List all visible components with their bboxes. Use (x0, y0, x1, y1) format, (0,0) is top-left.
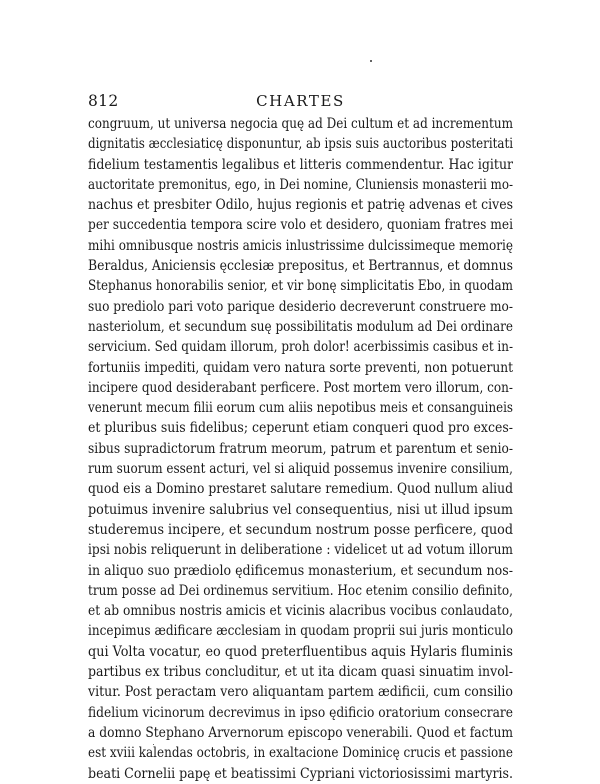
text-line: quod eis a Domino prestaret salutare remedium. Quod nullum aliud (88, 481, 513, 498)
text-line: sibus supradictorum fratrum meorum, patrum et parentum et senio- (88, 440, 513, 457)
text-line: vitur. Post peractam vero aliquantam partem ædificii, cum consilio (88, 684, 513, 701)
text-line: ipsi nobis reliquerunt in deliberatione : videlicet ut ad votum illorum (88, 542, 513, 559)
text-line: nasteriolum, et secundum suę possibilitatis modulum ad Dei ordinare (88, 318, 513, 335)
text-line: incipere quod desiderabant perficere. Post mortem vero illorum, con- (88, 379, 513, 396)
text-line: venerunt mecum filii eorum cum aliis nepotibus meis et consanguineis (88, 400, 513, 417)
text-line: partibus ex tribus concluditur, et ut ita dicam quasi sinuatim invol- (88, 664, 513, 681)
text-line: incepimus ædificare æcclesiam in quodam proprii sui juris monticulo (88, 623, 513, 640)
text-line: studeremus incipere, et secundum nostrum posse perficere, quod (88, 521, 513, 538)
text-line: trum posse ad Dei ordinemus servitium. Hoc etenim consilio definito, (88, 582, 513, 599)
text-line: fidelium testamentis legalibus et litteris commendentur. Hac igitur (88, 156, 513, 173)
text-line: rum suorum essent acturi, vel si aliquid possemus invenire consilium, (88, 461, 513, 478)
text-line: suo prediolo pari voto parique desiderio decreverunt construere mo- (88, 298, 513, 315)
text-line: est xviii kalendas octobris, in exaltacione Dominicę crucis et passione (88, 745, 513, 762)
text-line: Beraldus, Aniciensis ęcclesiæ prepositus, et Bertrannus, et domnus (88, 258, 513, 275)
text-line: servicium. Sed quidam illorum, proh dolor! acerbissimis casibus et in- (88, 339, 513, 356)
running-head: CHARTES (256, 92, 345, 110)
text-line: fidelium vicinorum decrevimus in ipso ędificio oratorium consecrare (88, 704, 513, 721)
text-line: per succedentia tempora scire volo et desidero, quoniam fratres mei (88, 217, 513, 234)
page-header (88, 92, 513, 114)
ink-speck (370, 60, 372, 62)
text-line: beati Cornelii papę et beatissimi Cypriani victoriosissimi martyris. (88, 765, 513, 782)
text-line: a domno Stephano Arvernorum episcopo venerabili. Quod et factum (88, 724, 513, 741)
text-line: nachus et presbiter Odilo, hujus regionis et patrię advenas et cives (88, 197, 513, 214)
text-line: Stephanus honorabilis senior, et vir bonę simplicitatis Ebo, in quodam (88, 278, 513, 295)
body-text (88, 114, 513, 784)
text-line: mihi omnibusque nostris amicis inlustrissime dulcissimeque memorię (88, 237, 513, 254)
text-line: congruum, ut universa negocia quę ad Dei cultum et ad incrementum (88, 116, 513, 132)
text-line: et ab omnibus nostris amicis et vicinis alacribus vocibus conlaudato, (88, 603, 513, 620)
text-line: et pluribus suis fidelibus; ceperunt etiam conqueri quod pro exces- (88, 420, 513, 437)
text-line: dignitatis æcclesiaticę disponuntur, ab ipsis suis auctoribus posteritati (88, 136, 513, 153)
text-line: in aliquo suo prædiolo ędificemus monasterium, et secundum nos- (88, 562, 513, 579)
text-line: auctoritate premonitus, ego, in Dei nomine, Cluniensis monasterii mo- (88, 176, 513, 193)
text-line: qui Volta vocatur, eo quod preterfluentibus aquis Hylaris fluminis (88, 643, 513, 660)
page-number: 812 (88, 92, 119, 110)
text-line: fortuniis impediti, quidam vero natura sorte preventi, non potuerunt (88, 359, 513, 376)
text-line: potuimus invenire salubrius vel consequentius, nisi ut illud ipsum (88, 501, 513, 518)
